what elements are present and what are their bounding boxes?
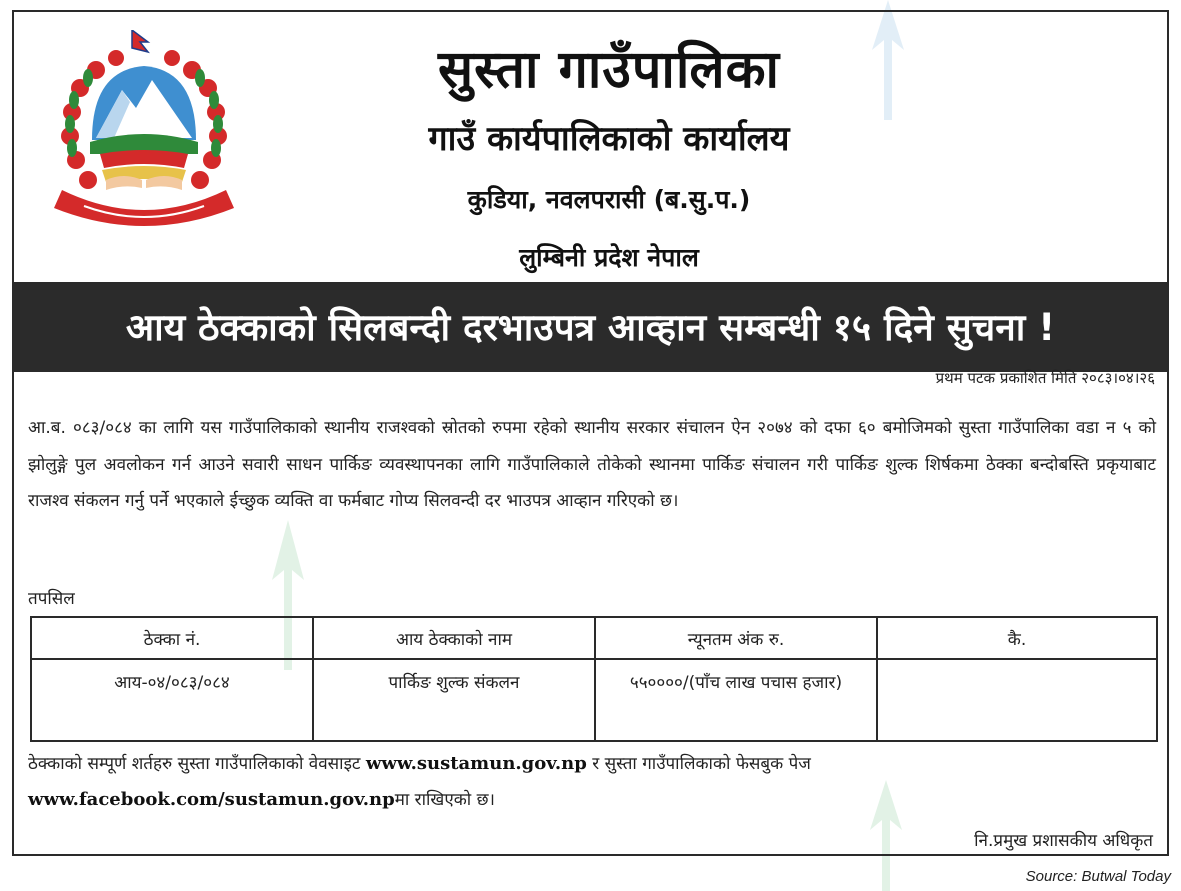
terms-paragraph <box>28 746 1158 818</box>
website-link[interactable]: www.sustamun.gov.np <box>365 753 587 774</box>
header-remarks: कै. <box>877 617 1157 659</box>
terms-text-middle: र सुस्ता गाउँपालिकाको फेसबुक पेज <box>586 754 811 774</box>
table-row <box>31 659 1157 741</box>
cell-remarks <box>877 659 1157 741</box>
header-contract-name: आय ठेक्काको नाम <box>313 617 595 659</box>
signatory: नि.प्रमुख प्रशासकीय अधिकृत <box>974 831 1153 851</box>
notice-header <box>14 12 1167 284</box>
terms-text-before: ठेक्काको सम्पूर्ण शर्तहरु सुस्ता गाउँपालिकाको वेवसाइट <box>28 754 366 774</box>
cell-contract-name: पार्किङ शुल्क संकलन <box>313 659 595 741</box>
facebook-link[interactable]: www.facebook.com/sustamun.gov.np <box>28 789 395 810</box>
office-address: कुडिया, नवलपरासी (ब.सु.प.) <box>467 185 751 214</box>
table-header-row <box>31 617 1157 659</box>
province-name: लुम्बिनी प्रदेश नेपाल <box>519 243 699 272</box>
cell-contract-no: आय-०४/०८३/०८४ <box>31 659 313 741</box>
notice-body-paragraph: आ.ब. ०८३/०८४ का लागि यस गाउँपालिकाको स्थानीय राजश्वको स्रोतको रुपमा रहेको स्थानीय सरकार संचालन ऐन २०७४ को दफा ६० बमोजिमको सुस्ता गाउँपालिका वडा न ५ को झोलुङ्गे पुल अवलोकन गर्न आउने सवारी साधन पार्किङ व्यवस्थापनका लागि गाउँपालिकाले तोकेको स्थानमा पार्किङ संचालन गरी पार्किङ शुल्क शिर्षकमा ठेक्का बन्दोबस्ति प्रकृयाबाट राजश्व संकलन गर्नु पर्ने भएकाले ईच्छुक व्यक्ति वा फर्मबाट गोप्य सिलवन्दी दर भाउपत्र आव्हान गरिएको छ। <box>28 418 1156 511</box>
cell-minimum-amount: ५५००००/(पाँच लाख पचास हजार) <box>595 659 877 741</box>
published-date: प्रथम पटक प्रकाशित मिति २०८३।०४।२६ <box>935 369 1155 387</box>
notice-document <box>12 10 1169 856</box>
terms-text-after: मा राखिएको छ। <box>394 790 495 810</box>
contract-table <box>30 616 1158 742</box>
header-contract-no: ठेक्का नं. <box>31 617 313 659</box>
office-name: गाउँ कार्यपालिकाको कार्यालय <box>428 119 790 159</box>
source-credit: Source: Butwal Today <box>1025 868 1171 885</box>
header-minimum-amount: न्यूनतम अंक रु. <box>595 617 877 659</box>
details-label: तपसिल <box>28 589 75 609</box>
notice-title-banner: आय ठेक्काको सिलबन्दी दरभाउपत्र आव्हान सम्बन्धी १५ दिने सुचना ! <box>14 284 1167 372</box>
municipality-name: सुस्ता गाउँपालिका <box>438 40 780 100</box>
